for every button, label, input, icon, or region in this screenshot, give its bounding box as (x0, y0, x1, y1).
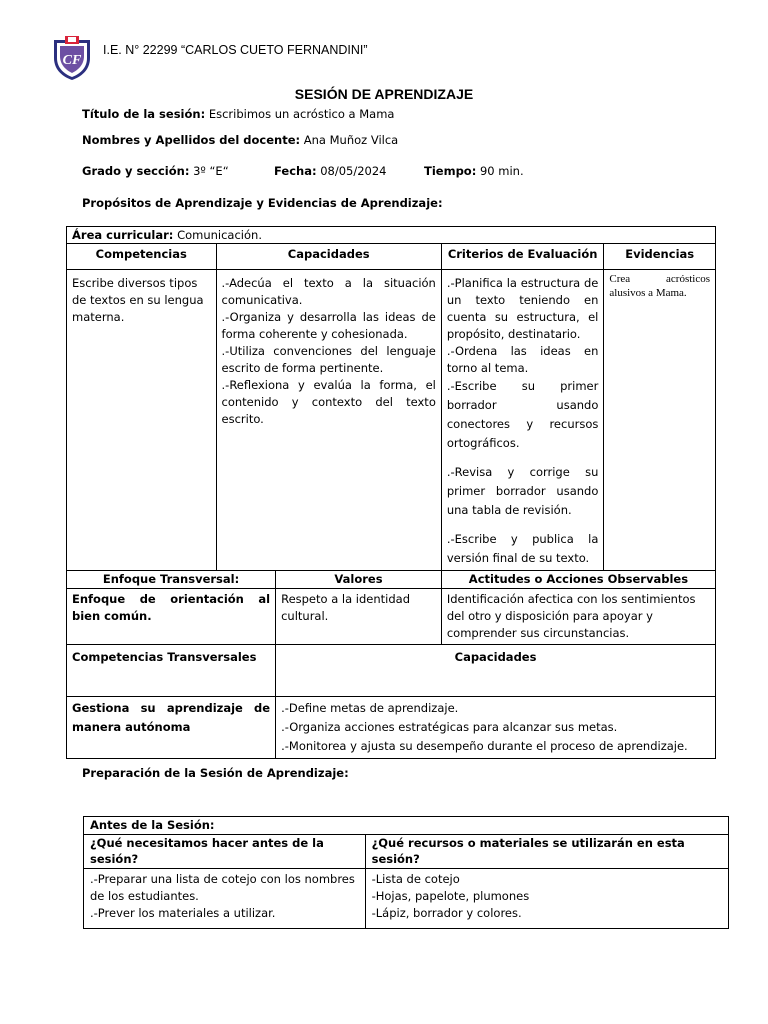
capacidad-item: .-Adecúa el texto a la situación comunicativa. (221, 276, 436, 307)
valor-cell: Respeto a la identidad cultural. (276, 589, 442, 645)
actitud-cell: Identificación afectica con los sentimientos del otro y disposición para apoyar y comprender sus circunstancias. (441, 589, 715, 645)
teacher-line (82, 133, 398, 147)
capacidad-item: .-Utiliza convenciones del lenguaje escrito de forma pertinente. (221, 344, 436, 375)
answer-1-cell (84, 869, 366, 929)
criterio-item: .-Escribe y publica la versión final de su texto. (446, 532, 599, 565)
competencia-cell: Escribe diversos tipos de textos en su lengua materna. (67, 270, 217, 571)
grade-label: Grado y sección: (82, 164, 190, 178)
date-label: Fecha: (274, 164, 317, 178)
date-value: 08/05/2024 (320, 164, 387, 178)
enfoque-header: Enfoque Transversal: (67, 571, 276, 589)
time-label: Tiempo: (424, 164, 477, 178)
grade-value: 3º “E“ (193, 164, 229, 178)
answer-2-item: -Lista de cotejo (371, 872, 460, 886)
question-2: ¿Qué recursos o materiales se utilizarán en esta sesión? (365, 835, 728, 869)
gestiona-cap-item: .-Monitorea y ajusta su desempeño durante el proceso de aprendizaje. (281, 739, 688, 753)
answer-2-item: -Lápiz, borrador y colores. (371, 906, 522, 920)
page-title: SESIÓN DE APRENDIZAJE (294, 86, 474, 102)
grade-line (82, 164, 562, 178)
area-value: Comunicación. (177, 228, 262, 242)
header-evidencias: Evidencias (604, 244, 716, 270)
question-1: ¿Qué necesitamos hacer antes de la sesión? (84, 835, 366, 869)
propositos-heading: Propósitos de Aprendizaje y Evidencias de Aprendizaje: (82, 196, 443, 210)
area-label: Área curricular: (72, 228, 174, 242)
school-name: I.E. N° 22299 “CARLOS CUETO FERNANDINI” (103, 43, 368, 57)
valores-header: Valores (276, 571, 442, 589)
area-row (67, 227, 716, 244)
answer-1-item: .-Preparar una lista de cotejo con los nombres de los estudiantes. (90, 872, 355, 903)
svg-text:CF: CF (62, 53, 82, 68)
evidencia-cell: Crea acrósticos alusivos a Mama. (604, 270, 716, 571)
criterio-item: .-Ordena las ideas en torno al tema. (446, 344, 599, 375)
capacidad-item: .-Organiza y desarrolla las ideas de forma coherente y cohesionada. (221, 310, 436, 341)
criterio-item: .-Revisa y corrige su primer borrador usando una tabla de revisión. (446, 465, 599, 517)
antes-label: Antes de la Sesión: (84, 817, 729, 835)
time-value: 90 min. (479, 164, 524, 178)
school-logo (51, 36, 93, 82)
gestiona-cap-item: .-Define metas de aprendizaje. (281, 701, 459, 715)
gestiona-cap-item: .-Organiza acciones estratégicas para alcanzar sus metas. (281, 720, 618, 734)
header-capacidades: Capacidades (216, 244, 441, 270)
preparation-table (83, 816, 729, 929)
teacher-label: Nombres y Apellidos del docente: (82, 133, 301, 147)
header-competencias: Competencias (67, 244, 217, 270)
capacidad-item: .-Reflexiona y evalúa la forma, el contenido y contexto del texto escrito. (221, 378, 436, 426)
comp-trans-label: Competencias Transversales (67, 645, 276, 697)
gestiona-caps-cell (276, 697, 716, 759)
session-title-line (82, 107, 394, 121)
teacher-value: Ana Muñoz Vilca (303, 133, 399, 147)
answer-1-item: .-Prever los materiales a utilizar. (90, 906, 276, 920)
session-title-value: Escribimos un acróstico a Mama (208, 107, 395, 121)
session-title-label: Título de la sesión: (82, 107, 206, 121)
enfoque-cell: Enfoque de orientación al bien común. (67, 589, 276, 645)
criterio-item: .-Escribe su primer borrador usando conectores y recursos ortográficos. (446, 379, 599, 450)
capacidades-trans-label: Capacidades (276, 645, 716, 697)
learning-table (66, 226, 716, 759)
capacidades-cell (216, 270, 441, 571)
criterios-cell (441, 270, 604, 571)
answer-2-item: -Hojas, papelote, plumones (371, 889, 530, 903)
actitudes-header: Actitudes o Acciones Observables (441, 571, 715, 589)
header-criterios: Criterios de Evaluación (441, 244, 604, 270)
gestiona-cell: Gestiona su aprendizaje de manera autónoma (67, 697, 276, 759)
criterio-item: .-Planifica la estructura de un texto teniendo en cuenta su estructura, el propósito, destinatario. (446, 276, 599, 341)
answer-2-cell (365, 869, 728, 929)
preparacion-heading: Preparación de la Sesión de Aprendizaje: (82, 766, 349, 780)
